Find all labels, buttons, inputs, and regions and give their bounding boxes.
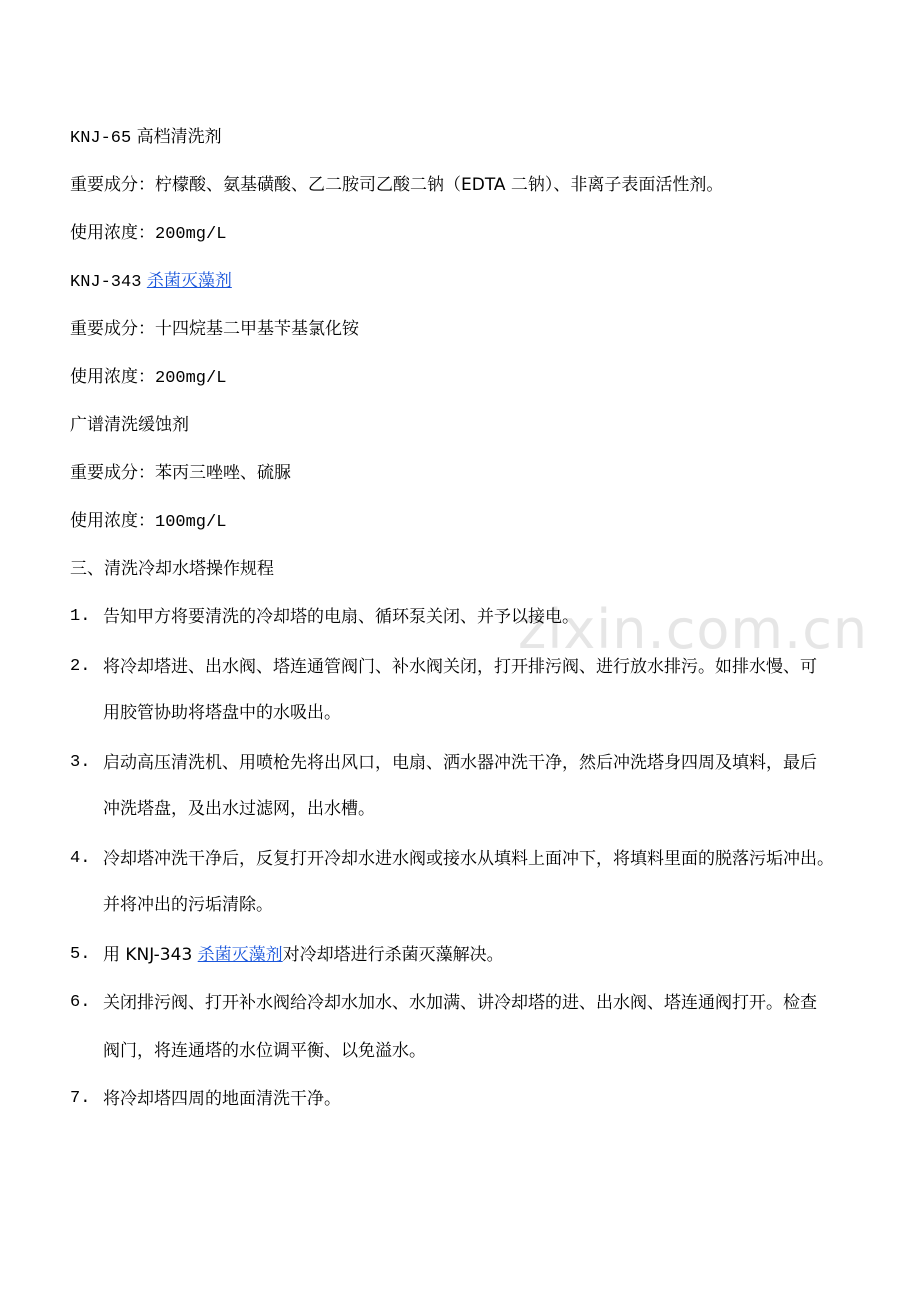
product-title: [70, 126, 222, 150]
product-concentration: [70, 366, 226, 390]
product-concentration: [70, 222, 226, 246]
product-composition: 重要成分：十四烷基二甲基苄基氯化铵: [70, 319, 359, 339]
step-number: 6.: [70, 993, 91, 1012]
concentration-value: 200mg/L: [155, 369, 227, 388]
step-number: 4.: [70, 849, 91, 868]
product-name-link[interactable]: 杀菌灭藻剂: [146, 271, 232, 291]
concentration-value: 100mg/L: [155, 513, 227, 532]
product-title: [70, 270, 232, 294]
step-text: 将冷却塔进、出水阀、塔连通管阀门、补水阀关闭，打开排污阀、进行放水排污。如排水慢、可: [103, 657, 817, 677]
watermark: zixin.com.cn: [518, 598, 869, 661]
product-title: [70, 414, 189, 436]
product-concentration: [70, 510, 226, 534]
step-text: [103, 944, 504, 966]
step-number: 7.: [70, 1089, 91, 1108]
section-title: 三、清洗冷却水塔操作规程: [70, 559, 274, 579]
product-code: KNJ-343: [70, 273, 142, 292]
product-name: 高档清洗剂: [136, 127, 222, 147]
step-text: 告知甲方将要清洗的冷却塔的电扇、循环泵关闭、并予以接电。: [103, 607, 579, 627]
step-number: 1.: [70, 607, 91, 626]
step-text: 将冷却塔四周的地面清洗干净。: [103, 1089, 341, 1109]
concentration-label: 使用浓度：: [70, 511, 155, 531]
step-text: 关闭排污阀、打开补水阀给冷却水加水、水加满、讲冷却塔的进、出水阀、塔连通阀打开。检查: [103, 993, 817, 1013]
step-number: 5.: [70, 945, 91, 964]
step-suffix: 对冷却塔进行杀菌灭藻解决。: [282, 945, 504, 965]
step-text-continued: 冲洗塔盘，及出水过滤网，出水槽。: [103, 799, 375, 819]
concentration-label: 使用浓度：: [70, 367, 155, 387]
step-number: 2.: [70, 657, 91, 676]
product-composition: 重要成分：柠檬酸、氨基磺酸、乙二胺司乙酸二钠（EDTA 二钠）、非离子表面活性剂。: [70, 175, 724, 195]
disinfectant-link[interactable]: 杀菌灭藻剂: [197, 945, 283, 965]
product-code: KNJ-65: [70, 129, 132, 148]
step-prefix: 用 KNJ-343: [103, 945, 198, 965]
step-text-continued: 用胶管协助将塔盘中的水吸出。: [103, 703, 341, 723]
step-text: 启动高压清洗机、用喷枪先将出风口，电扇、洒水器冲洗干净，然后冲洗塔身四周及填料，最后: [103, 753, 817, 773]
product-composition: 重要成分：苯丙三唑唑、硫脲: [70, 463, 291, 483]
step-number: 3.: [70, 753, 91, 772]
product-name: 广谱清洗缓蚀剂: [70, 415, 189, 435]
step-text: 冷却塔冲洗干净后，反复打开冷却水进水阀或接水从填料上面冲下，将填料里面的脱落污垢冲出。: [103, 849, 834, 869]
concentration-label: 使用浓度：: [70, 223, 155, 243]
step-text-continued: 阀门，将连通塔的水位调平衡、以免溢水。: [103, 1041, 426, 1061]
concentration-value: 200mg/L: [155, 225, 227, 244]
step-text-continued: 并将冲出的污垢清除。: [103, 895, 273, 915]
